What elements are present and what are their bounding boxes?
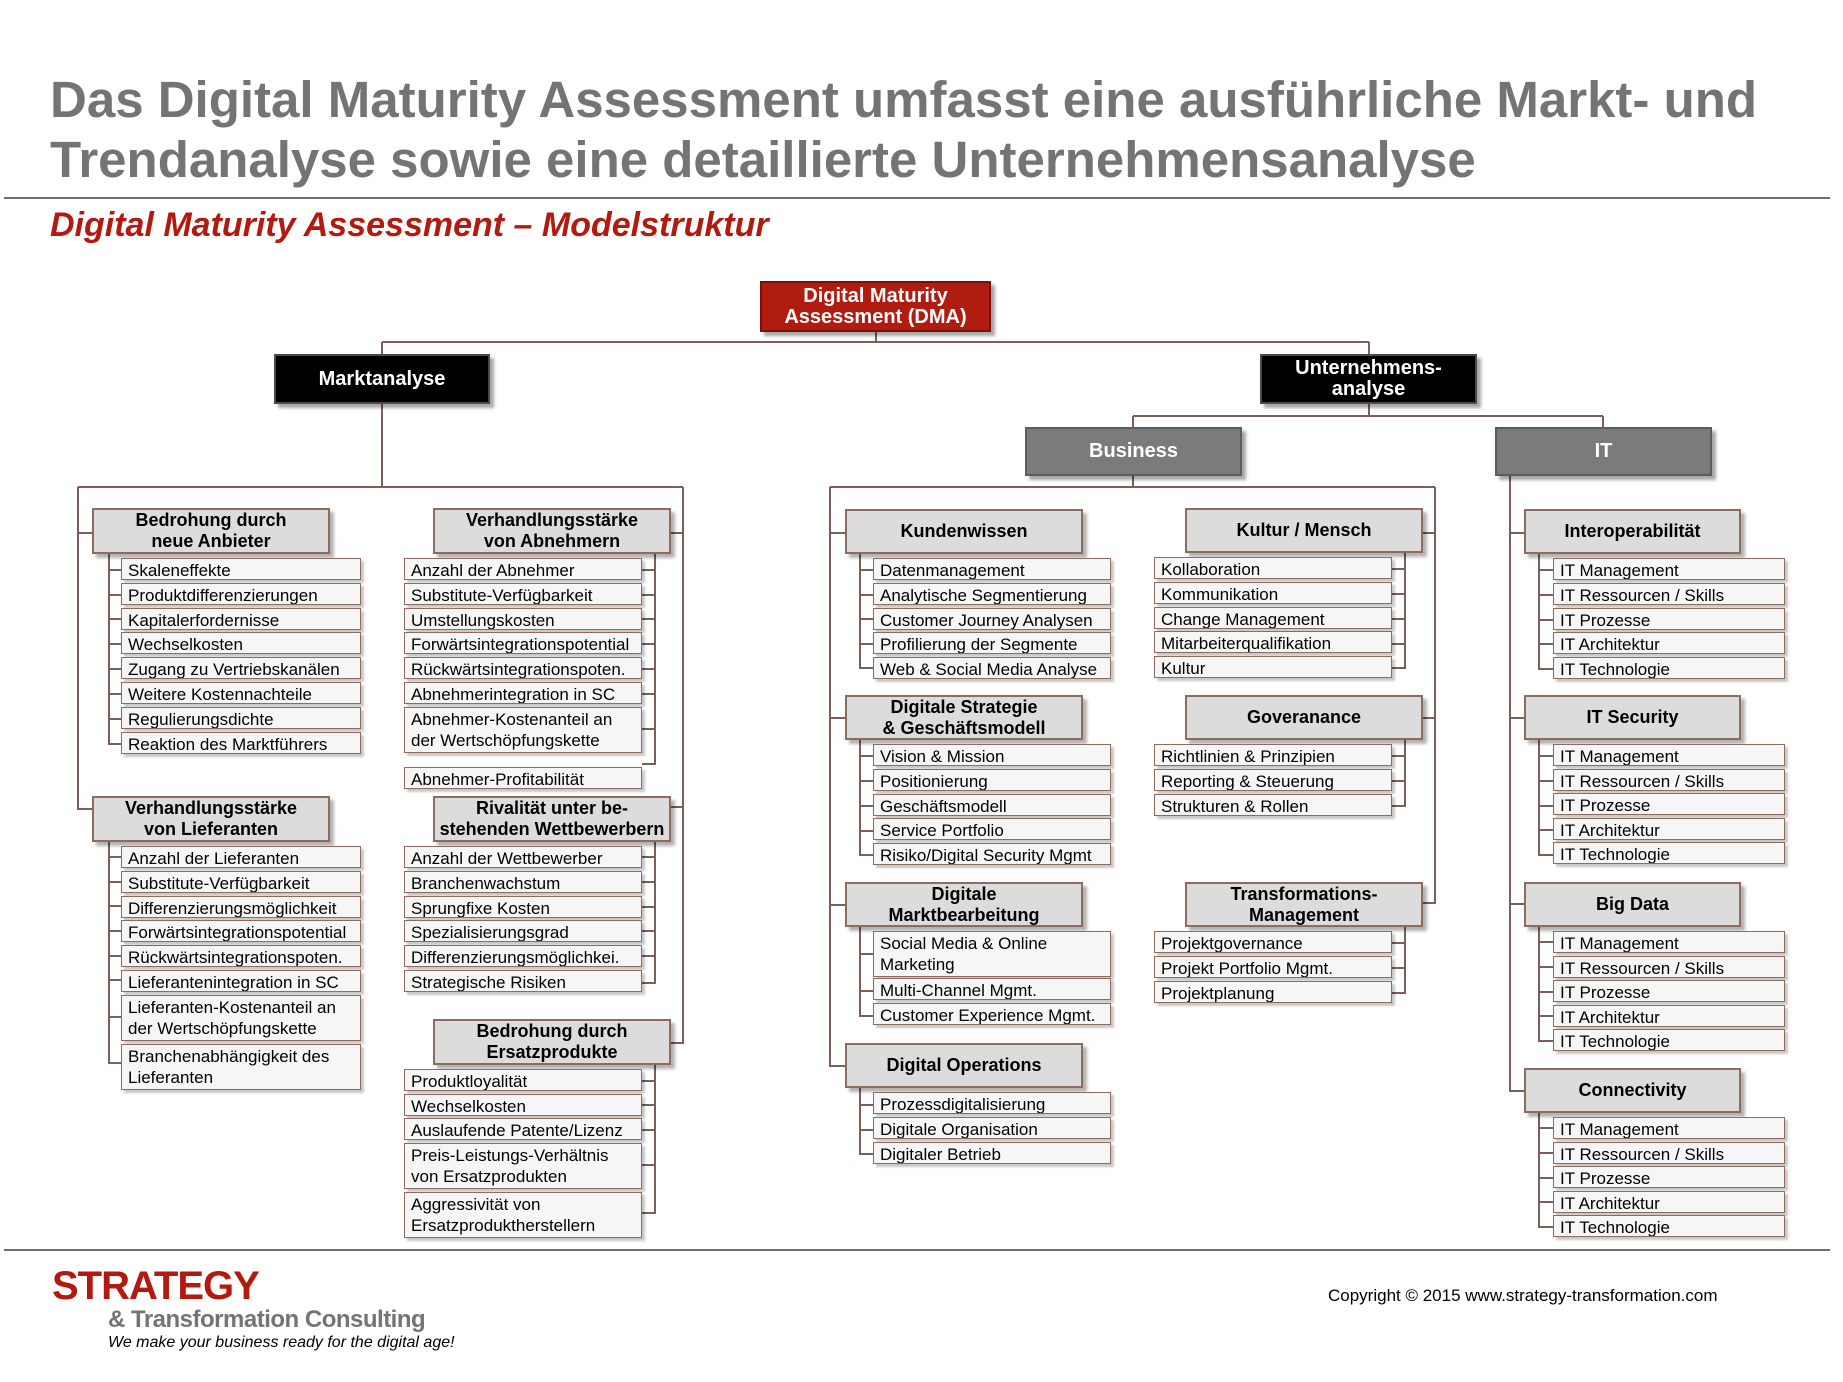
category-item: Anzahl der Abnehmer xyxy=(404,558,642,580)
category-item: Lieferantenintegration in SC xyxy=(121,970,361,992)
category-item: Regulierungsdichte xyxy=(121,707,361,729)
category-item: Lieferanten-Kostenanteil an der Wertschöpfungskette xyxy=(121,995,361,1041)
category-header: Kultur / Mensch xyxy=(1185,508,1423,553)
category-item: Customer Journey Analysen xyxy=(873,608,1111,630)
category-item: Wechselkosten xyxy=(121,632,361,654)
category-item: Profilierung der Segmente xyxy=(873,632,1111,654)
category-item: Wechselkosten xyxy=(404,1094,642,1116)
category-item: Rückwärtsintegrationspoten. xyxy=(404,657,642,679)
category-item: IT Technologie xyxy=(1553,657,1785,679)
category-item: Branchenwachstum xyxy=(404,871,642,893)
category-item: Datenmanagement xyxy=(873,558,1111,580)
category-item: Multi-Channel Mgmt. xyxy=(873,978,1111,1000)
category-item: Prozessdigitalisierung xyxy=(873,1092,1111,1114)
category-item: Service Portfolio xyxy=(873,818,1111,840)
category-item: Kapitalerfordernisse xyxy=(121,608,361,630)
category-item: Skaleneffekte xyxy=(121,558,361,580)
category-item: IT Ressourcen / Skills xyxy=(1553,1142,1785,1164)
category-item: Forwärtsintegrationspotential xyxy=(404,632,642,654)
category-item: Geschäftsmodell xyxy=(873,794,1111,816)
category-item: Abnehmer-Kostenanteil an der Wertschöpfungskette xyxy=(404,707,642,753)
category-item: IT Architektur xyxy=(1553,1191,1785,1213)
category-item: IT Prozesse xyxy=(1553,1166,1785,1188)
category-item: Projektgovernance xyxy=(1154,931,1392,953)
category-item: Projekt Portfolio Mgmt. xyxy=(1154,956,1392,978)
category-header: Big Data xyxy=(1524,882,1741,927)
copyright-text: Copyright © 2015 www.strategy-transformation.com xyxy=(1328,1286,1718,1305)
category-item: Substitute-Verfügbarkeit xyxy=(404,583,642,605)
category-item: Change Management xyxy=(1154,607,1392,629)
category-item: Reporting & Steuerung xyxy=(1154,769,1392,791)
category-header: Goveranance xyxy=(1185,695,1423,740)
logo-subline: & Transformation Consulting xyxy=(108,1306,426,1333)
category-item: Customer Experience Mgmt. xyxy=(873,1003,1111,1025)
category-item: IT Prozesse xyxy=(1553,980,1785,1002)
category-item: IT Management xyxy=(1553,931,1785,953)
footer-divider xyxy=(4,1249,1830,1251)
category-item: Social Media & Online Marketing xyxy=(873,931,1111,977)
logo-wordmark: STRATEGY xyxy=(52,1264,259,1308)
category-item: Reaktion des Marktführers xyxy=(121,732,361,754)
category-item: Kommunikation xyxy=(1154,582,1392,604)
unternehmensanalyse-node: Unternehmens- analyse xyxy=(1260,354,1477,404)
dma-root-node: Digital Maturity Assessment (DMA) xyxy=(760,281,991,332)
category-item: Auslaufende Patente/Lizenz xyxy=(404,1118,642,1140)
marktanalyse-node: Marktanalyse xyxy=(274,354,490,404)
category-header: Rivalität unter be- stehenden Wettbewerbern xyxy=(433,796,671,842)
category-item: IT Ressourcen / Skills xyxy=(1553,769,1785,791)
category-item: IT Prozesse xyxy=(1553,793,1785,815)
page-title: Das Digital Maturity Assessment umfasst eine ausführliche Markt- und Trendanalyse sowie eine detaillierte Unternehmensanalyse xyxy=(50,71,1758,188)
category-item: Branchenabhängigkeit des Lieferanten xyxy=(121,1044,361,1090)
category-header: Connectivity xyxy=(1524,1068,1741,1113)
category-header: Kundenwissen xyxy=(845,509,1083,554)
company-logo xyxy=(52,1264,455,1360)
category-item: Rückwärtsintegrationspoten. xyxy=(121,945,361,967)
category-item: Kollaboration xyxy=(1154,557,1392,579)
category-item: IT Technologie xyxy=(1553,842,1785,864)
category-item: Risiko/Digital Security Mgmt xyxy=(873,843,1111,865)
category-item: Forwärtsintegrationspotential xyxy=(121,920,361,942)
category-header: Verhandlungsstärke von Abnehmern xyxy=(433,508,671,554)
category-item: Produktdifferenzierungen xyxy=(121,583,361,605)
category-item: Mitarbeiterqualifikation xyxy=(1154,631,1392,653)
category-item: Differenzierungsmöglichkeit xyxy=(121,896,361,918)
category-item: Aggressivität von Ersatzproduktherstellern xyxy=(404,1192,642,1238)
category-item: IT Prozesse xyxy=(1553,608,1785,630)
business-node: Business xyxy=(1025,427,1242,476)
category-item: Anzahl der Wettbewerber xyxy=(404,846,642,868)
category-item: Spezialisierungsgrad xyxy=(404,920,642,942)
category-item: Strategische Risiken xyxy=(404,970,642,992)
category-item: Positionierung xyxy=(873,769,1111,791)
category-item: Abnehmer-Profitabilität xyxy=(404,767,642,789)
category-item: Kultur xyxy=(1154,656,1392,678)
category-item: Zugang zu Vertriebskanälen xyxy=(121,657,361,679)
category-item: Vision & Mission xyxy=(873,744,1111,766)
category-item: Weitere Kostennachteile xyxy=(121,682,361,704)
category-header: Bedrohung durch Ersatzprodukte xyxy=(433,1019,671,1065)
category-item: Web & Social Media Analyse xyxy=(873,657,1111,679)
category-item: Digitaler Betrieb xyxy=(873,1142,1111,1164)
category-item: IT Technologie xyxy=(1553,1029,1785,1051)
category-item: IT Management xyxy=(1553,558,1785,580)
page-subtitle: Digital Maturity Assessment – Modelstruktur xyxy=(50,206,769,244)
category-header: Digitale Marktbearbeitung xyxy=(845,882,1083,927)
category-item: Preis-Leistungs-Verhältnis von Ersatzprodukten xyxy=(404,1143,642,1189)
category-item: IT Architektur xyxy=(1553,818,1785,840)
category-item: IT Ressourcen / Skills xyxy=(1553,956,1785,978)
category-header: Verhandlungsstärke von Lieferanten xyxy=(92,796,330,842)
category-header: Bedrohung durch neue Anbieter xyxy=(92,508,330,554)
category-header: Digitale Strategie & Geschäftsmodell xyxy=(845,695,1083,740)
category-item: Richtlinien & Prinzipien xyxy=(1154,744,1392,766)
category-item: Sprungfixe Kosten xyxy=(404,896,642,918)
category-item: Produktloyalität xyxy=(404,1069,642,1091)
category-item: IT Technologie xyxy=(1553,1215,1785,1237)
category-item: Substitute-Verfügbarkeit xyxy=(121,871,361,893)
category-header: Transformations- Management xyxy=(1185,882,1423,927)
category-item: Differenzierungsmöglichkei. xyxy=(404,945,642,967)
category-item: IT Management xyxy=(1553,744,1785,766)
category-item: IT Architektur xyxy=(1553,1005,1785,1027)
logo-tagline: We make your business ready for the digital age! xyxy=(108,1334,455,1351)
category-header: IT Security xyxy=(1524,695,1741,740)
category-item: IT Management xyxy=(1553,1117,1785,1139)
category-item: Umstellungskosten xyxy=(404,608,642,630)
category-item: Anzahl der Lieferanten xyxy=(121,846,361,868)
category-item: Abnehmerintegration in SC xyxy=(404,682,642,704)
category-item: Projektplanung xyxy=(1154,981,1392,1003)
category-header: Interoperabilität xyxy=(1524,509,1741,554)
category-item: IT Architektur xyxy=(1553,632,1785,654)
category-item: Analytische Segmentierung xyxy=(873,583,1111,605)
category-header: Digital Operations xyxy=(845,1043,1083,1088)
category-item: Strukturen & Rollen xyxy=(1154,794,1392,816)
category-item: Digitale Organisation xyxy=(873,1117,1111,1139)
category-item: IT Ressourcen / Skills xyxy=(1553,583,1785,605)
it-node: IT xyxy=(1495,427,1712,476)
